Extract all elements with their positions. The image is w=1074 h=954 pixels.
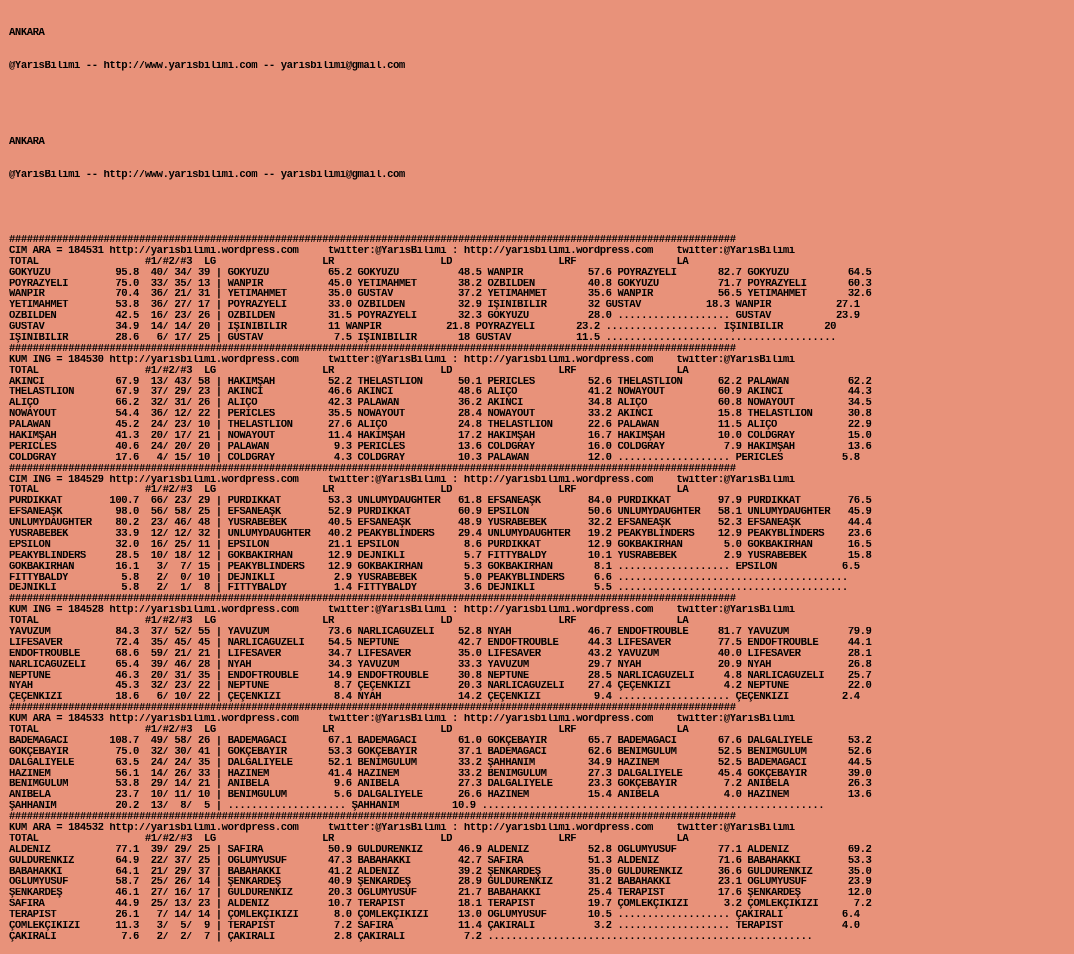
race-header: KUM ING = 184528 http://yarisbilimi.wordpress.com twitter:@YarisBilimi : http://yarisbilimi.wordpress.com twitter:@YarisBilimi <box>9 605 795 617</box>
table-row: NOWAYOUT 54.4 36/ 12/ 22 | PERICLES 35.5 NOWAYOUT 28.4 NOWAYOUT 33.2 AKINCI 15.8 THELASTLION 30.8 <box>9 409 872 421</box>
section-divider: ########################################################################################################################### <box>9 234 736 246</box>
table-row: WANPİR 70.4 36/ 21/ 31 | YETİMAHMET 35.0 GUSTAV 37.2 YETİMAHMET 35.6 WANPİR 56.5 YETİMAHMET 32.6 <box>9 289 872 301</box>
race-header: CIM ING = 184529 http://yarisbilimi.wordpress.com twitter:@YarisBilimi : http://yarisbilimi.wordpress.com twitter:@YarisBilimi <box>9 474 795 486</box>
race-header: KUM ING = 184530 http://yarisbilimi.wordpress.com twitter:@YarisBilimi : http://yarisbilimi.wordpress.com twitter:@YarisBilimi <box>9 354 795 366</box>
table-row: İŞİNİBİLİR 28.6 6/ 17/ 25 | GUSTAV 7.5 İŞİNİBİLİR 18 GUSTAV 11.5 ....................................... <box>9 332 837 344</box>
table-row: NYAH 45.3 32/ 23/ 22 | NEPTUNE 8.7 ÇEÇENKIZI 20.3 NARLICAGÜZELİ 27.4 ÇEÇENKIZI 4.2 NEPTUNE 22.0 <box>9 681 872 693</box>
table-row: ALİÇO 66.2 32/ 31/ 26 | ALİÇO 42.3 PALAWAN 36.2 AKINCI 34.8 ALİÇO 60.8 NOWAYOUT 34.5 <box>9 398 872 410</box>
header-contact: @YarisBilimi -- http://www.yarisbilimi.com -- yarisbilimi@gmail.com <box>9 169 405 181</box>
section-divider: ########################################################################################################################### <box>9 463 736 475</box>
column-headers: TOTAL #1/#2/#3 LG LR LD LRF LA <box>9 616 689 627</box>
table-row: FITTYBALDY 5.8 2/ 0/ 10 | DEJNİKLİ 2.9 YÜSRABEBEK 5.0 PEAKYBLINDERS 6.6 ....................................... <box>9 572 848 584</box>
table-row: GÖKYÜZÜ 95.8 40/ 34/ 39 | GÖKYÜZÜ 65.2 GÖKYÜZÜ 48.5 WANPİR 57.6 POYRAZYELİ 82.7 GÖKYÜZÜ 64.5 <box>9 267 872 279</box>
table-row: NARLICAGÜZELİ 65.4 39/ 46/ 28 | NYAH 34.3 YAVUZUM 33.3 YAVUZUM 29.7 NYAH 20.9 NYAH 26.8 <box>9 659 872 671</box>
table-row: PERICLES 40.6 24/ 20/ 20 | PALAWAN 9.3 PERICLES 13.6 COLDGRAY 16.0 COLDGRAY 7.9 HAKİMŞAH 13.6 <box>9 441 872 453</box>
section-divider: ########################################################################################################################### <box>9 594 736 606</box>
table-row: ÇEÇENKIZI 18.6 6/ 10/ 22 | ÇEÇENKIZI 8.4 NYAH 14.2 ÇEÇENKIZI 9.4 ................... ÇEÇENKIZI 2.4 <box>9 692 860 704</box>
table-row: EFSANEAŞK 98.0 56/ 58/ 25 | EFSANEAŞK 52.9 PÜRDİKKAT 60.9 EPSILON 50.6 ÜNLÜMYDAUGHTER 58.1 ÜNLÜMYDAUGHTER 45.9 <box>9 507 872 519</box>
column-headers: TOTAL #1/#2/#3 LG LR LD LRF LA <box>9 725 689 736</box>
table-row: ŞAHHANIM 20.2 13/ 8/ 5 | .................... ŞAHHANIM 10.9 .......................................................... <box>9 801 825 813</box>
table-row: BENİMGÜLÜM 53.8 29/ 14/ 21 | ANIBELA 9.6 ANIBELA 27.3 DALGALIYELE 23.3 GÖKÇEBAYIR 7.2 ANIBELA 26.3 <box>9 779 872 791</box>
table-row: ŞENKARDEŞ 46.1 27/ 16/ 17 | GÜLDÜRENKIZ 20.3 OĞLUMYUSUF 21.7 BABAHAKKI 25.4 TERAPİST 17.6 ŞENKARDEŞ 12.0 <box>9 888 872 900</box>
column-headers: TOTAL #1/#2/#3 LG LR LD LRF LA <box>9 833 689 845</box>
table-row: ÇAKIRALİ 7.6 2/ 2/ 7 | ÇAKIRALİ 2.8 ÇAKIRALİ 7.2 ....................................................... <box>9 931 813 943</box>
table-row: YÜSRABEBEK 33.9 12/ 12/ 32 | ÜNLÜMYDAUGHTER 40.2 PEAKYBLINDERS 29.4 ÜNLÜMYDAUGHTER 19.2 PEAKYBLINDERS 12.9 PEAKYBLINDERS 23.6 <box>9 528 872 540</box>
column-headers: TOTAL #1/#2/#3 LG LR LD LRF LA <box>9 485 689 497</box>
table-row: LIFESAVER 72.4 35/ 45/ 45 | NARLICAGÜZELİ 54.5 NEPTUNE 42.7 ENDOFTROUBLE 44.3 LIFESAVER 77.5 ENDOFTROUBLE 44.1 <box>9 637 872 649</box>
table-row: DEJNİKLİ 5.8 2/ 1/ 8 | FITTYBALDY 1.4 FITTYBALDY 3.6 DEJNİKLİ 5.5 ....................................... <box>9 583 848 595</box>
table-row: ÇÖMLEKÇİKIZI 11.3 3/ 5/ 9 | TERAPİST 7.2 SAFİRA 11.4 ÇAKIRALİ 3.2 ................... TERAPİST 4.0 <box>9 921 860 932</box>
race-header: CIM ARA = 184531 http://yarisbilimi.wordpress.com twitter:@YarisBilimi : http://yarisbilimi.wordpress.com twitter:@YarisBilimi <box>9 245 795 257</box>
table-row: SAFİRA 44.9 25/ 13/ 23 | ALDENİZ 10.7 TERAPİST 18.1 TERAPİST 19.7 ÇÖMLEKÇİKIZI 3.2 ÇÖMLEKÇİKIZI 7.2 <box>9 899 872 911</box>
spacer <box>9 93 1074 115</box>
table-row: ENDOFTROUBLE 68.6 59/ 21/ 21 | LIFESAVER 34.7 LIFESAVER 35.0 LIFESAVER 43.2 YAVUZUM 40.0 LIFESAVER 28.1 <box>9 648 872 660</box>
blank-line <box>9 202 1074 213</box>
race-report <box>9 235 1074 943</box>
table-row: HAKİMŞAH 41.3 20/ 17/ 21 | NOWAYOUT 11.4 HAKİMŞAH 17.2 HAKİMŞAH 16.7 HAKİMŞAH 10.0 COLDGRAY 15.0 <box>9 430 872 442</box>
header-contact: @YarisBilimi -- http://www.yarisbilimi.com -- yarisbilimi@gmail.com <box>9 60 405 72</box>
race-header: KUM ARA = 184532 http://yarisbilimi.wordpress.com twitter:@YarisBilimi : http://yarisbilimi.wordpress.com twitter:@YarisBilimi <box>9 823 795 834</box>
table-row: EPSILON 32.0 16/ 25/ 11 | EPSILON 21.1 EPSILON 8.6 PÜRDİKKAT 12.9 GÖKBAKIRHAN 5.0 GÖKBAKIRHAN 16.5 <box>9 539 872 551</box>
table-row: ANIBELA 23.7 10/ 11/ 10 | BENİMGÜLÜM 5.6 DALGALIYELE 26.6 HAZİNEM 15.4 ANIBELA 4.0 HAZİNEM 13.6 <box>9 790 872 802</box>
table-row: BABAHAKKI 64.1 21/ 29/ 37 | BABAHAKKI 41.2 ALDENİZ 39.2 ŞENKARDEŞ 35.0 GÜLDÜRENKIZ 36.6 GÜLDÜRENKIZ 35.0 <box>9 866 872 878</box>
column-headers: TOTAL #1/#2/#3 LG LR LD LRF LA <box>9 256 689 268</box>
table-row: POYRAZYELİ 75.0 33/ 35/ 13 | WANPİR 45.0 YETİMAHMET 38.2 ÖZBİLDEN 40.8 GÖKYÜZÜ 71.7 POYRAZYELİ 60.3 <box>9 278 872 290</box>
header-city: ANKARA <box>9 136 45 148</box>
table-row: BADEMAĞACI 108.7 49/ 58/ 26 | BADEMAĞACI 67.1 BADEMAĞACI 61.0 GÖKÇEBAYIR 65.7 BADEMAĞACI 67.6 DALGALIYELE 53.2 <box>9 735 872 747</box>
table-row: YAVUZUM 84.3 37/ 52/ 55 | YAVUZUM 73.6 NARLICAGÜZELİ 52.8 NYAH 46.7 ENDOFTROUBLE 81.7 YAVUZUM 79.9 <box>9 627 872 638</box>
table-row: PÜRDİKKAT 100.7 66/ 23/ 29 | PÜRDİKKAT 53.3 ÜNLÜMYDAUGHTER 61.8 EFSANEAŞK 84.0 PÜRDİKKAT 97.9 PÜRDİKKAT 76.5 <box>9 496 872 508</box>
table-row: GÖKBAKIRHAN 16.1 3/ 7/ 15 | PEAKYBLINDERS 12.9 GÖKBAKIRHAN 5.3 GÖKBAKIRHAN 8.1 ................... EPSILON 6.5 <box>9 561 860 573</box>
table-row: PEAKYBLINDERS 28.5 10/ 18/ 12 | GÖKBAKIRHAN 12.9 DEJNİKLİ 5.7 FITTYBALDY 10.1 YÜSRABEBEK 2.9 YÜSRABEBEK 15.8 <box>9 550 872 562</box>
table-row: DALGALIYELE 63.5 24/ 24/ 35 | DALGALIYELE 52.1 BENİMGÜLÜM 33.2 ŞAHHANIM 34.9 HAZİNEM 52.5 BADEMAĞACI 44.5 <box>9 757 872 769</box>
table-row: COLDGRAY 17.6 4/ 15/ 10 | COLDGRAY 4.3 COLDGRAY 10.3 PALAWAN 12.0 ................... PERICLES 5.8 <box>9 452 860 464</box>
section-divider: ########################################################################################################################### <box>9 812 736 824</box>
table-row: AKINCI 67.9 13/ 43/ 58 | HAKİMŞAH 52.2 THELASTLION 50.1 PERICLES 52.6 THELASTLION 62.2 PALAWAN 62.2 <box>9 376 872 388</box>
race-header: KUM ARA = 184533 http://yarisbilimi.wordpress.com twitter:@YarisBilimi : http://yarisbilimi.wordpress.com twitter:@YarisBilimi <box>9 714 795 726</box>
table-row: OĞLUMYUSUF 58.7 25/ 26/ 14 | ŞENKARDEŞ 40.9 ŞENKARDEŞ 28.9 GÜLDÜRENKIZ 31.2 BABAHAKKI 23.1 OĞLUMYUSUF 23.9 <box>9 877 872 889</box>
section-divider: ########################################################################################################################### <box>9 703 736 715</box>
table-row: ÜNLÜMYDAUGHTER 80.2 23/ 46/ 48 | YÜSRABEBEK 40.5 EFSANEAŞK 48.9 YÜSRABEBEK 32.2 EFSANEAŞK 52.3 EFSANEAŞK 44.4 <box>9 518 872 529</box>
header-city: ANKARA <box>9 27 45 39</box>
section-divider: ########################################################################################################################### <box>9 343 736 355</box>
table-row: GUSTAV 34.9 14/ 14/ 20 | İŞİNİBİLİR 11 WANPİR 21.8 POYRAZYELİ 23.2 ................... İŞİNİBİLİR 20 <box>9 322 837 333</box>
table-row: TERAPİST 26.1 7/ 14/ 14 | ÇÖMLEKÇİKIZI 8.0 ÇÖMLEKÇİKIZI 13.0 OĞLUMYUSUF 10.5 ................... ÇAKIRALİ 6.4 <box>9 910 860 922</box>
table-row: YETİMAHMET 53.8 36/ 27/ 17 | POYRAZYELİ 33.0 ÖZBİLDEN 32.9 İŞİNİBİLİR 32 GUSTAV 18.3 WANPİR 27.1 <box>9 300 860 312</box>
table-row: PALAWAN 45.2 24/ 23/ 10 | THELASTLION 27.6 ALİÇO 24.8 THELASTLION 22.6 PALAWAN 11.5 ALİÇO 22.9 <box>9 420 872 431</box>
column-headers: TOTAL #1/#2/#3 LG LR LD LRF LA <box>9 365 689 377</box>
table-row: GÜLDÜRENKIZ 64.9 22/ 37/ 25 | OĞLUMYUSUF 47.3 BABAHAKKI 42.7 SAFİRA 51.3 ALDENİZ 71.6 BABAHAKKI 53.3 <box>9 855 872 867</box>
table-row: THELASTLION 67.9 37/ 29/ 23 | AKINCI 46.6 AKINCI 48.6 ALİÇO 41.2 NOWAYOUT 60.9 AKINCI 44.3 <box>9 387 872 399</box>
table-row: ALDENİZ 77.1 39/ 29/ 25 | SAFİRA 50.9 GÜLDÜRENKIZ 46.9 ALDENİZ 52.8 OĞLUMYUSUF 77.1 ALDENİZ 69.2 <box>9 844 872 856</box>
table-row: NEPTUNE 46.3 20/ 31/ 35 | ENDOFTROUBLE 14.9 ENDOFTROUBLE 30.8 NEPTUNE 28.5 NARLICAGÜZELİ 4.8 NARLICAGÜZELİ 25.7 <box>9 670 872 682</box>
table-row: ÖZBİLDEN 42.5 16/ 23/ 26 | ÖZBİLDEN 31.5 POYRAZYELİ 32.3 GÖKYÜZÜ 28.0 ................... GUSTAV 23.9 <box>9 311 860 323</box>
table-row: HAZİNEM 56.1 14/ 26/ 33 | HAZİNEM 41.4 HAZİNEM 33.2 BENİMGÜLÜM 27.3 DALGALIYELE 45.4 GÖKÇEBAYIR 39.0 <box>9 768 872 780</box>
table-row: GÖKÇEBAYIR 75.0 32/ 30/ 41 | GÖKÇEBAYIR 53.3 GÖKÇEBAYIR 37.1 BADEMAĞACI 62.6 BENİMGÜLÜM 52.5 BENİMGÜLÜM 52.6 <box>9 746 872 758</box>
